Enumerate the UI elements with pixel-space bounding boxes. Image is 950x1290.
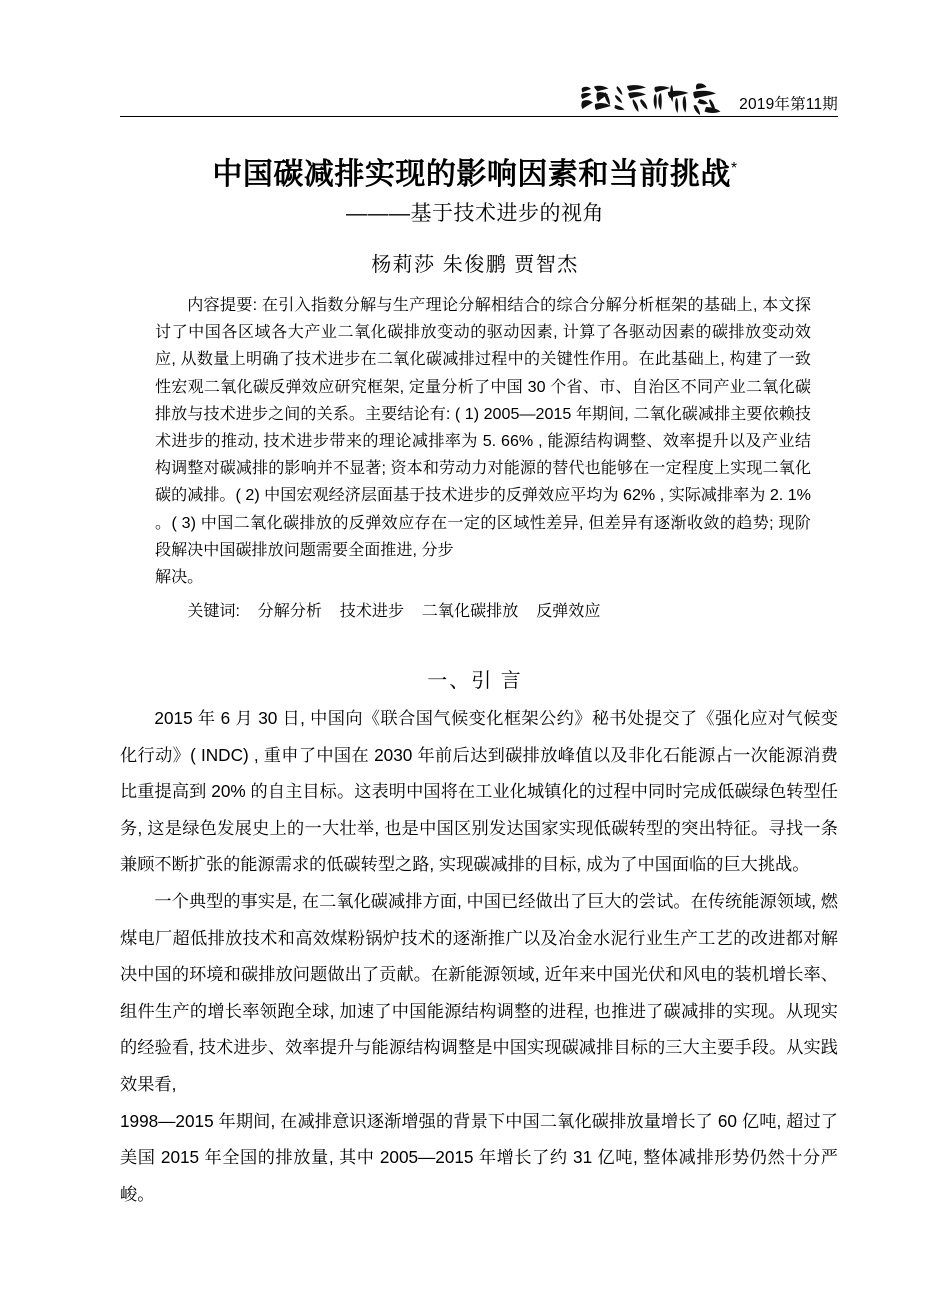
header-divider (120, 116, 838, 117)
body-content (120, 700, 838, 1212)
page-title (0, 156, 950, 194)
keyword-item: 分解分析 (257, 602, 323, 620)
abstract-paragraph-continued: 解决。 (155, 568, 204, 587)
body-paragraph: 1998—2015 年期间, 在减排意识逐渐增强的背景下中国二氧化碳排放量增长了 60 亿吨, 超过了美国 2015 年全国的排放量, 其中 2005—2015 年增长了约 31 亿吨, 整体减排形势仍然十分严峻。 (120, 1110, 838, 1204)
masthead (120, 62, 838, 116)
author-list: 杨莉莎 朱俊鹏 贾智杰 (371, 254, 579, 276)
page-subtitle: ———基于技术进步的视角 (346, 202, 604, 225)
section-heading-introduction: 一、引 言 (427, 669, 523, 692)
issue-label: 2019年第11期 (739, 95, 838, 113)
journal-calligraphy-logo (577, 76, 733, 116)
keywords-line (155, 598, 811, 625)
keyword-item: 技术进步 (339, 602, 405, 620)
abstract (155, 292, 811, 591)
keywords-label: 关键词: (187, 602, 240, 620)
keyword-item: 反弹效应 (536, 602, 601, 620)
body-paragraph: 2015 年 6 月 30 日, 中国向《联合国气候变化框架公约》秘书处提交了《强化应对气候变化行动》( INDC) , 重申了中国在 2030 年前后达到碳排放峰值以及非化石能源占一次能源消费比重提高到 20% 的自主目标。这表明中国将在工业化城镇化的过程中同时完成低碳绿色转型任务, 这是绿色发展史上的一大壮举, 也是中国区别发达国家实现低碳转型的突出特征。寻找一条兼顾不断扩张的能源需求的低碳转型之路, 实现碳减排的目标, 成为了中国面临的巨大挑战。 (120, 708, 838, 875)
keyword-item: 二氧化碳排放 (421, 602, 519, 620)
abstract-paragraph: 内容提要: 在引入指数分解与生产理论分解相结合的综合分解分析框架的基础上, 本文探讨了中国各区域各大产业二氧化碳排放变动的驱动因素, 计算了各驱动因素的碳排放变动效应, 从数量上明确了技术进步在二氧化碳减排过程中的关键性作用。在此基础上, 构建了一致性宏观二氧化碳反弹效应研究框架, 定量分析了中国 30 个省、市、自治区不同产业二氧化碳排放与技术进步之间的关系。主要结论有: ( 1) 2005—2015 年期间, 二氧化碳减排主要依赖技术进步的推动, 技术进步带来的理论减排率为 5. 66% , 能源结构调整、效率提升以及产业结构调整对碳减排的影响并不显著; 资本和劳动力对能源的替代也能够在一定程度上实现二氧化碳的减排。( 2) 中国宏观经济层面基于技术进步的反弹效应平均为 62% , 实际减排率为 2. 1% 。( 3) 中国二氧化碳排放的反弹效应存在一定的区域性差异, 但差异有逐渐收敛的趋势; 现阶段解决中国碳排放问题需要全面推进, 分步 (155, 296, 811, 559)
body-paragraph: 一个典型的事实是, 在二氧化碳减排方面, 中国已经做出了巨大的尝试。在传统能源领域, 燃煤电厂超低排放技术和高效煤粉锅炉技术的逐渐推广以及冶金水泥行业生产工艺的改进都对解决中国的环境和碳排放问题做出了贡献。在新能源领域, 近年来中国光伏和风电的装机增长率、组件生产的增长率领跑全球, 加速了中国能源结构调整的进程, 也推进了碳减排的实现。从现实的经验看, 技术进步、效率提升与能源结构调整是中国实现碳减排目标的三大主要手段。从实践效果看, (120, 890, 838, 1094)
title-footnote-marker: * (730, 160, 738, 178)
page-title-text: 中国碳减排实现的影响因素和当前挑战 (212, 158, 731, 192)
